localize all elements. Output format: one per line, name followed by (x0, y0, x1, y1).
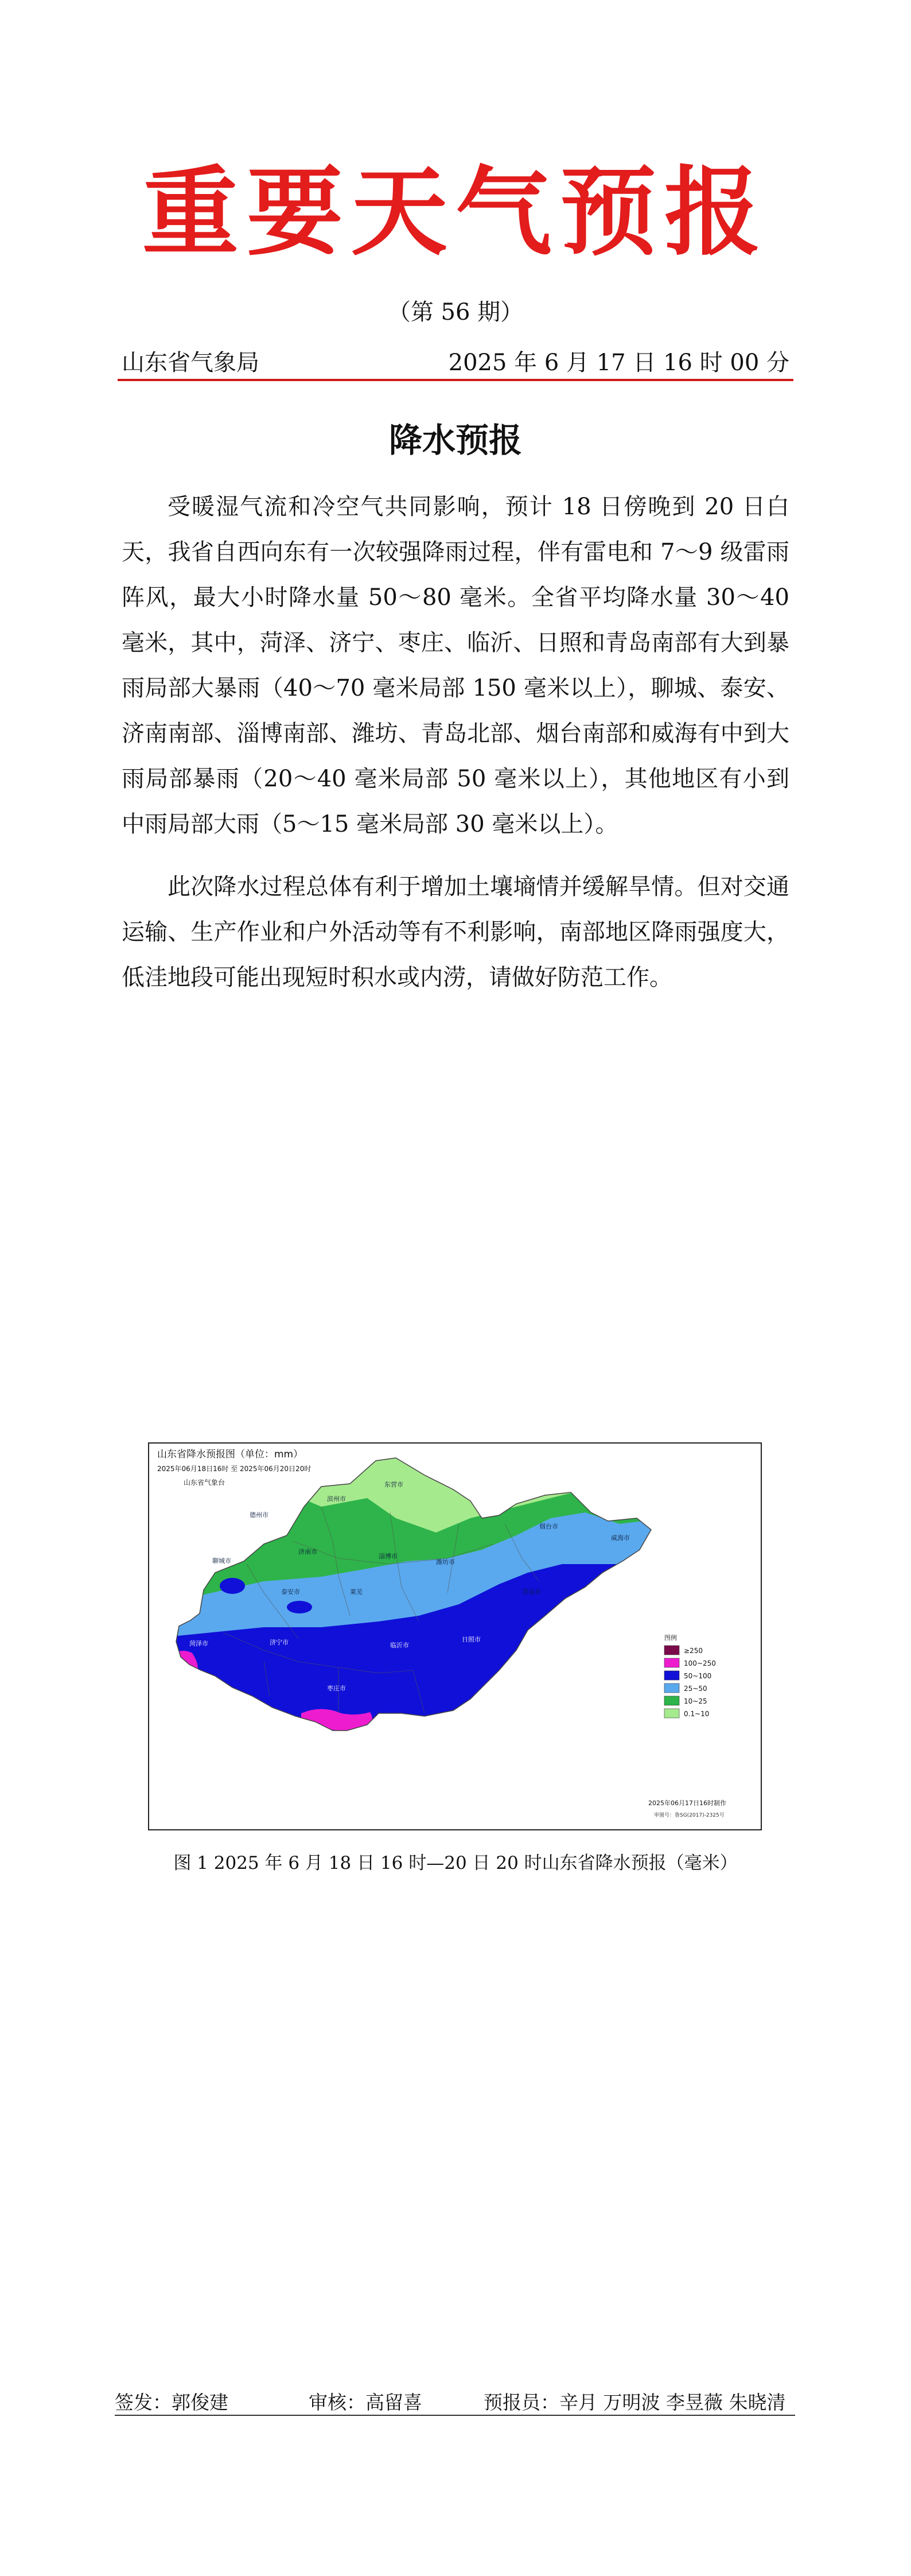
legend-label: 0.1~10 (684, 1710, 710, 1718)
header-divider (118, 379, 793, 381)
legend-swatch (664, 1658, 679, 1667)
legend-swatch (664, 1683, 679, 1693)
issue-datetime: 2025 年 6 月 17 日 16 时 00 分 (448, 350, 789, 376)
legend-swatch (664, 1709, 679, 1718)
map-period: 2025年06月18日16时 至 2025年06月20日20时 (157, 1465, 312, 1473)
legend-swatch (664, 1696, 679, 1705)
city-binzhou: 滨州市 (327, 1495, 346, 1503)
figure-caption: 图 1 2025 年 6 月 18 日 16 时—20 日 20 时山东省降水预报（毫米） (173, 1853, 738, 1873)
city-jinan: 济南市 (298, 1548, 317, 1555)
city-rizhao: 日照市 (462, 1636, 481, 1643)
map-approval: 审图号：鲁SG(2017)-2325号 (654, 1813, 725, 1818)
legend-swatch (664, 1646, 679, 1655)
signoff-reviewer: 审核：高留喜 (309, 2391, 422, 2414)
section-title: 降水预报 (388, 421, 522, 460)
legend-swatch (664, 1671, 679, 1680)
city-dongying: 东营市 (384, 1481, 403, 1488)
issuing-agency: 山东省气象局 (122, 350, 259, 376)
city-weifang: 潍坊市 (436, 1558, 455, 1566)
city-zibo: 淄博市 (379, 1553, 398, 1560)
city-linyi: 临沂市 (390, 1642, 409, 1649)
issue-number: （第 56 期） (387, 299, 524, 325)
city-weihai: 威海市 (611, 1534, 630, 1542)
city-dezhou: 德州市 (250, 1511, 268, 1519)
city-liaocheng: 聊城市 (212, 1557, 231, 1565)
lake-north (270, 1498, 287, 1516)
legend-label: ≥250 (684, 1647, 703, 1655)
legend-label: 10~25 (684, 1697, 707, 1705)
signoff-issuer: 签发：郭俊建 (115, 2391, 228, 2414)
legend-label: 100~250 (684, 1659, 716, 1667)
forecast-paragraph-1: 受暖湿气流和冷空气共同影响，预计 18 日傍晚到 20 日白天，我省自西向东有一次较强降雨过程，伴有雷电和 7～9 级雷雨阵风，最大小时降水量 50～80 毫米。全省平均降水量 30～40 毫米，其中，菏泽、济宁、枣庄、临沂、日照和青岛南部有大到暴雨局部大暴雨（40～70 毫米局部 150 毫米以上），聊城、泰安、济南南部、淄博南部、潍坊、青岛北部、烟台南部和威海有中到大雨局部暴雨（20～40 毫米局部 50 毫米以上），其他地区有小到中雨局部大雨（5～15 毫米局部 30 毫米以上）。 (122, 494, 789, 837)
city-taian: 泰安市 (281, 1588, 300, 1596)
map-producer: 山东省气象台 (184, 1479, 225, 1487)
city-qingdao: 青岛市 (522, 1588, 541, 1596)
precipitation-map-graphic (149, 1444, 761, 1829)
city-heze: 菏泽市 (189, 1640, 208, 1647)
footer-divider (115, 2415, 795, 2416)
cell-liaocheng (220, 1578, 245, 1594)
legend-title: 图例 (664, 1634, 677, 1642)
cell-taian (287, 1601, 312, 1613)
forecast-paragraph-2: 此次降水过程总体有利于增加土壤墒情并缓解旱情。但对交通运输、生产作业和户外活动等有不利影响，南部地区降雨强度大，低洼地段可能出现短时积水或内涝，请做好防范工作。 (122, 874, 789, 991)
map-legend (664, 1634, 716, 1718)
signoff-forecasters: 预报员：辛月 万明波 李昱薇 朱晓清 (484, 2391, 786, 2414)
map-made-at: 2025年06月17日16时制作 (648, 1799, 726, 1807)
city-yantai: 烟台市 (539, 1523, 558, 1530)
legend-label: 50~100 (684, 1672, 712, 1680)
city-jining: 济宁市 (270, 1639, 289, 1646)
map-title: 山东省降水预报图（单位：mm） (157, 1449, 303, 1460)
city-zaozhuang: 枣庄市 (327, 1685, 346, 1692)
bulletin-title: 重要天气预报 (142, 155, 769, 269)
city-laiwu: 莱芜 (350, 1588, 363, 1596)
legend-label: 25~50 (684, 1685, 707, 1693)
precipitation-map (148, 1442, 762, 1830)
